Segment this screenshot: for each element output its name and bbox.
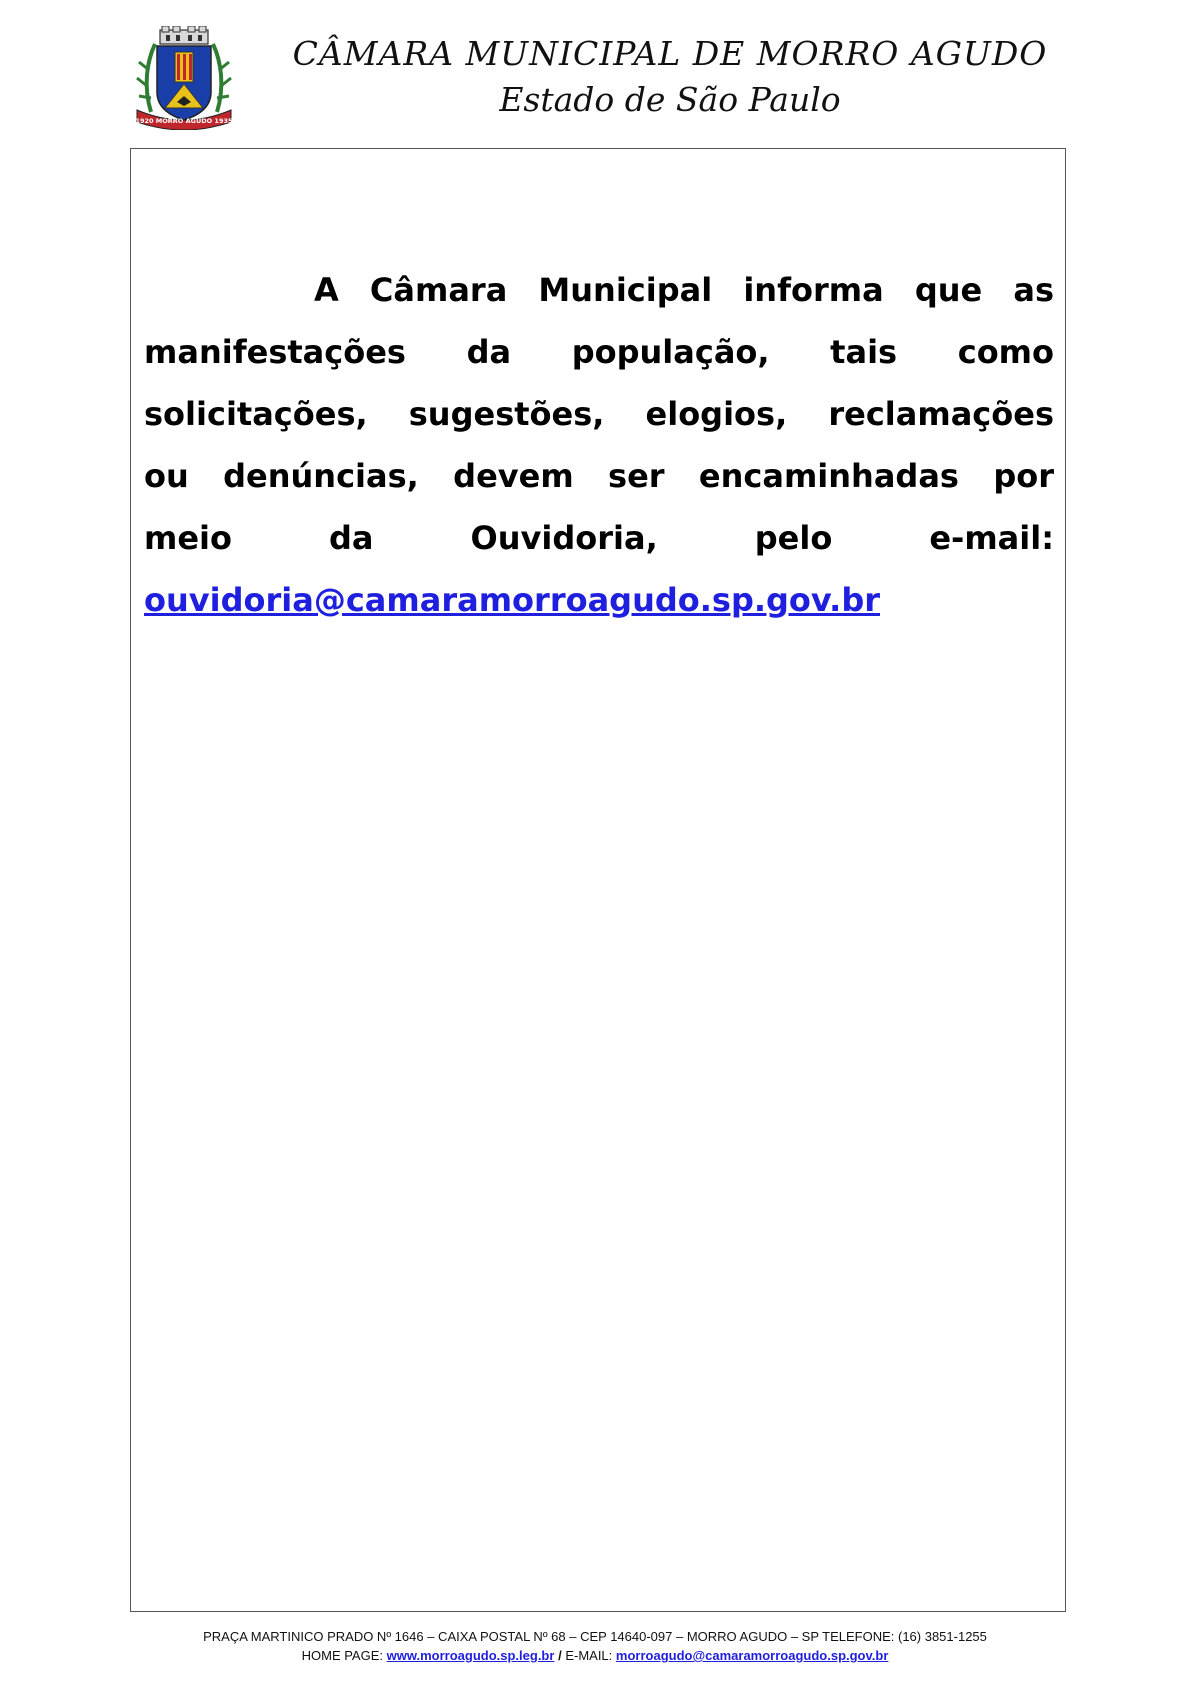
page-footer	[0, 1627, 1190, 1665]
page-header	[0, 0, 1190, 140]
homepage-label: HOME PAGE:	[301, 1648, 383, 1663]
notice-email-line	[144, 569, 1054, 631]
notice-line: meio da Ouvidoria, pelo e-mail:	[144, 519, 1054, 557]
email-label: E-MAIL:	[565, 1648, 613, 1663]
footer-address: PRAÇA MARTINICO PRADO Nº 1646 – CAIXA POSTAL Nº 68 – CEP 14640-097 – MORRO AGUDO – SP TELEFONE: (16) 3851-1255	[203, 1629, 987, 1644]
coat-of-arms-logo	[133, 26, 235, 130]
footer-contacts	[0, 1646, 1190, 1665]
notice-line: A Câmara Municipal informa que as	[314, 271, 1054, 309]
notice-line: solicitações, sugestões, elogios, reclamações	[144, 395, 1054, 433]
notice-text	[144, 259, 1054, 631]
notice-line: ou denúncias, devem ser encaminhadas por	[144, 457, 1054, 495]
notice-frame	[130, 148, 1066, 1612]
institution-subtitle: Estado de São Paulo	[499, 80, 841, 119]
footer-email-link[interactable]: morroagudo@camaramorroagudo.sp.gov.br	[615, 1648, 889, 1663]
svg-text:1920 MORRO AGUDO 1935: 1920 MORRO AGUDO 1935	[135, 117, 233, 125]
footer-separator: /	[558, 1648, 562, 1663]
notice-line: manifestações da população, tais como	[144, 333, 1054, 371]
institution-title: CÂMARA MUNICIPAL DE MORRO AGUDO	[292, 34, 1048, 73]
homepage-link[interactable]: www.morroagudo.sp.leg.br	[386, 1648, 555, 1663]
ombudsman-email-link[interactable]: ouvidoria@camaramorroagudo.sp.gov.br	[144, 581, 880, 619]
